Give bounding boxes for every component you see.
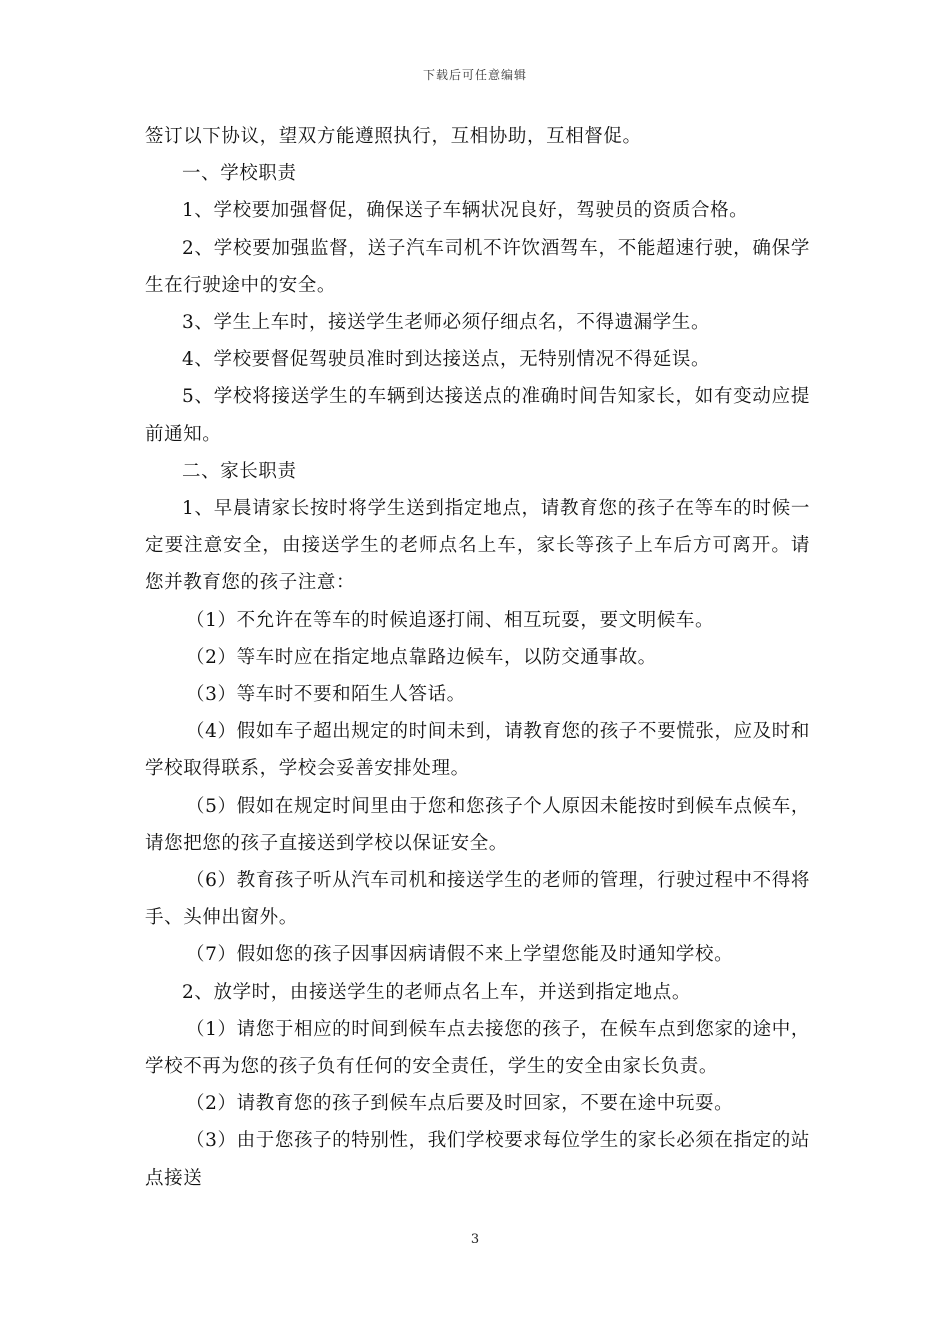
paragraph-school-2: 2、学校要加强监督，送子汽车司机不许饮酒驾车，不能超速行驶，确保学生在行驶途中的安全。 [145, 237, 810, 296]
paragraph-school-5: 5、学校将接送学生的车辆到达接送点的准确时间告知家长，如有变动应提前通知。 [145, 386, 810, 445]
list-item-morning-5: （5）假如在规定时间里由于您和您孩子个人原因未能按时到候车点候车，请您把您的孩子直接送到学校以保证安全。 [145, 795, 810, 854]
list-item-afternoon-2: （2）请教育您的孩子到候车点后要及时回家，不要在途中玩耍。 [186, 1093, 734, 1115]
list-item-morning-1: （1）不允许在等车的时候追逐打闹、相互玩耍，要文明候车。 [186, 609, 715, 631]
list-item-morning-6: （6）教育孩子听从汽车司机和接送学生的老师的管理，行驶过程中不得将手、头伸出窗外。 [145, 870, 810, 929]
list-item-afternoon-1: （1）请您于相应的时间到候车点去接您的孩子，在候车点到您家的途中，学校不再为您的孩子负有任何的安全责任，学生的安全由家长负责。 [145, 1018, 810, 1078]
paragraph-school-4: 4、学校要督促驾驶员准时到达接送点，无特别情况不得延误。 [182, 349, 711, 371]
paragraph-parent-1: 1、早晨请家长按时将学生送到指定地点，请教育您的孩子在等车的时候一定要注意安全，由接送学生的老师点名上车，家长等孩子上车后方可离开。请您并教育您的孩子注意： [145, 498, 810, 594]
paragraph-school-1: 1、学校要加强督促，确保送子车辆状况良好，驾驶员的资质合格。 [182, 200, 749, 222]
paragraph-intro: 签订以下协议，望双方能遵照执行，互相协助，互相督促。 [145, 126, 642, 147]
section-heading-parent: 二、家长职责 [182, 460, 297, 482]
page-number: 3 [470, 1232, 480, 1247]
list-item-morning-2: （2）等车时应在指定地点靠路边候车，以防交通事故。 [186, 646, 657, 668]
list-item-morning-7: （7）假如您的孩子因事因病请假不来上学望您能及时通知学校。 [186, 944, 734, 966]
document-body [145, 118, 810, 1197]
header-note: 下载后可任意编辑 [422, 68, 527, 82]
list-item-morning-4: （4）假如车子超出规定的时间未到，请教育您的孩子不要慌张，应及时和学校取得联系，学校会妥善安排处理。 [145, 721, 810, 780]
paragraph-school-3: 3、学生上车时，接送学生老师必须仔细点名，不得遗漏学生。 [182, 312, 711, 334]
section-heading-school: 一、学校职责 [182, 163, 297, 185]
paragraph-parent-2: 2、放学时，由接送学生的老师点名上车，并送到指定地点。 [182, 981, 691, 1003]
list-item-morning-3: （3）等车时不要和陌生人答话。 [186, 684, 466, 706]
list-item-afternoon-3: （3）由于您孩子的特别性，我们学校要求每位学生的家长必须在指定的站点接送 [145, 1130, 810, 1189]
